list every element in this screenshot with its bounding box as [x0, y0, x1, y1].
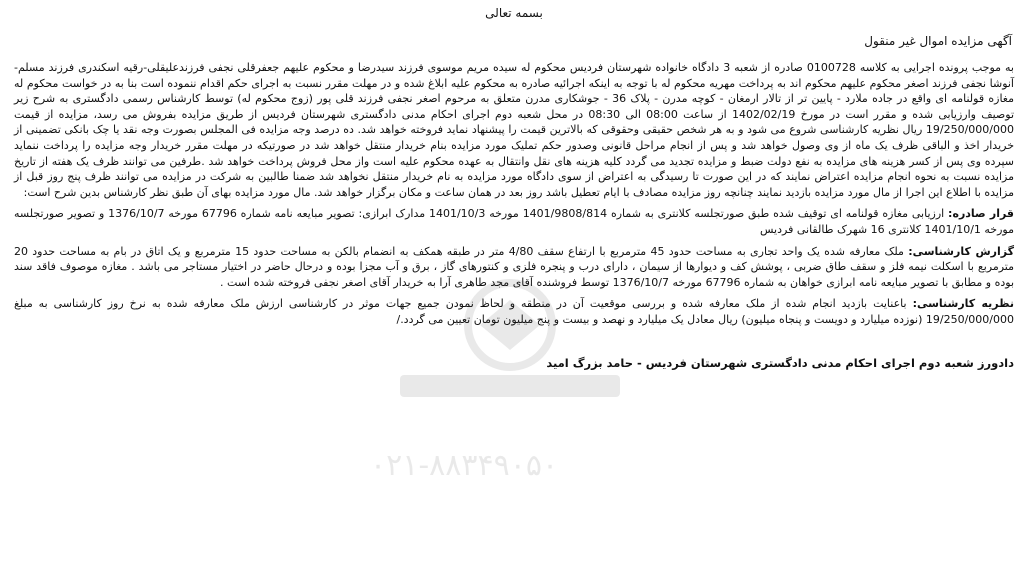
watermark-phone: ۰۲۱-۸۸۳۴۹۰۵۰ [370, 448, 559, 483]
report-label: گزارش کارشناسی: [908, 244, 1014, 258]
order-label: قرار صادره: [948, 207, 1015, 221]
report-paragraph [14, 244, 1014, 291]
signature-line: دادورز شعبه دوم اجرای احکام مدنی دادگستری شهرستان فردیس - حامد بزرگ امید [546, 355, 1014, 370]
bismillah: بسمه تعالی [485, 6, 543, 20]
order-paragraph [14, 206, 1014, 237]
notice-heading: آگهی مزایده اموال غیر منقول [864, 34, 1012, 48]
intro-paragraph: به موجب پرونده اجرایی به کلاسه 0100728 صادره از شعبه 3 دادگاه خانواده شهرستان فردیس محکوم له سیده مریم موسوی فرزند سیدرضا و محکوم علیهم جعفرقلی نجفی فرزندعلیقلی-رقیه اسکندری فرزند مسلم-آنوشا نجفی فرزند اصغر محکوم علیهم محکوم اند به پرداخت مهریه محکوم له با توجه به اینکه اجرائیه صادره به محکوم علیه ابلاغ شده و در مهلت مقرر نسبت به اجرای حکم اقدام ننموده است بنا به در خواست محکوم له مغازه قولنامه ای واقع در جاده ملارد - پایین تر از تالار ارمغان - کوچه مدرن - پلاک 36 - جوشکاری مدرن متعلق به مرحوم اصغر نجفی فرزند قلی پور (زوج محکوم له) توسط کارشناس رسمی دادگستری به شرح زیر توصیف وارزیابی شده و مقرر است در مورخ 1402/02/19 از ساعت 08:00 الی 08:30 در محل شعبه دوم اجرای احکام مدنی دادگستری شهرستان فردیس از طریق مزایده بفروش می رسد، مزایده از قیمت 19/250/000/000 ریال نظریه کارشناسی شروع می شود و به هر شخص حقیقی وحقوقی که بالاترین قیمت را پیشنهاد نماید فروخته خواهد شد. ده درصد وجه مزایده فی المجلس بصورت وجه نقد یا چک بانکی تضمینی از خریدار اخذ و الباقی ظرف یک ماه از وی وصول خواهد شد و پس از انجام مراحل قانونی وصدور حکم تملیک مورد مزایده بنام خریدار منتقل خواهد شد در صورتیکه در مهلت مقرر خریدار وجه مزایده را پرداخت ننماید سپرده وی پس از کسر هزینه های مزایده به نفع دولت ضبط و مزایده تجدید می گردد کلیه هزینه های نقل وانتقال به عهده محکوم علیه است واز محل فروش پرداخت خواهد شد .طرفین می توانند ظرف یک هفته از تاریخ مزایده نسبت به نحوه انجام مزایده اعتراض نمایند که در این صورت تا رسیدگی به اعتراض از سوی دادگاه مورد مزایده به نام خریدار منتقل نخواهد شد ضمنا طالبین به شرکت در مزایده می توانند ظرف پنج روز قبل از مزایده با اطلاع این اجرا از مال مورد مزایده بازدید نمایند چنانچه روز مزایده مصادف با ایام تعطیل باشد روز بعد در همان ساعت و مکان برگزار خواهد شد. مال مورد مزایده بهای آن طبق نظر کارشناس بدین شرح است: [14, 61, 1015, 199]
report-text: ملک معارفه شده یک واحد تجاری به مساحت حدود 45 مترمربع با ارتفاع سقف 4/80 متر در طبقه همکف به انضمام بالکن به مساحت حدود 15 مترمربع و یک اتاق در بام به مساحت حدود 20 مترمربع با اسکلت نیمه فلز و سقف طاق ضربی ، پوشش کف و دیوارها از سیمان ، دارای درب و پنجره فلزی و کنتورهای گاز ، برق و آب مجزا بوده و درحال حاضر در اختیار مستاجر می باشد . مغازه موصوف فاقد سند بوده و مطابق با تصویر مبایعه نامه ابرازی خواهان به شماره 67796 مورخه 1376/10/7 توسط فروشنده آقای مجد طاهری آرا به خریدار آقای اصغر نجفی فروخته شده است . [14, 244, 1014, 289]
order-text: ارزیابی مغازه قولنامه ای توقیف شده طبق صورتجلسه کلانتری به شماره 1401/9808/814 مورخه 1401/10/3 مدارک ابرازی: تصویر مبایعه نامه شماره 67796 مورخه 1376/10/7 و تصویر صورتجلسه مورخه 1401/10/1 کلانتری 16 شهرک طالقانی فردیس [14, 207, 1014, 236]
opinion-label: نظریه کارشناسی: [912, 297, 1014, 311]
opinion-text: باعنایت بازدید انجام شده از ملک معارفه شده و بررسی موقعیت آن در منطقه و لحاظ نمودن جمیع جهات موثر در کارشناسی ارزش ملک معارفه شده به نرخ روز کارشناسی به مبلغ 19/250/000/000 (نوزده میلیارد و دویست و پنجاه میلیون) ریال معادل یک میلیارد و نهصد و بیست و پنج میلیون تومان تعیین می گردد./ [14, 297, 1014, 326]
opinion-paragraph [14, 296, 1014, 327]
